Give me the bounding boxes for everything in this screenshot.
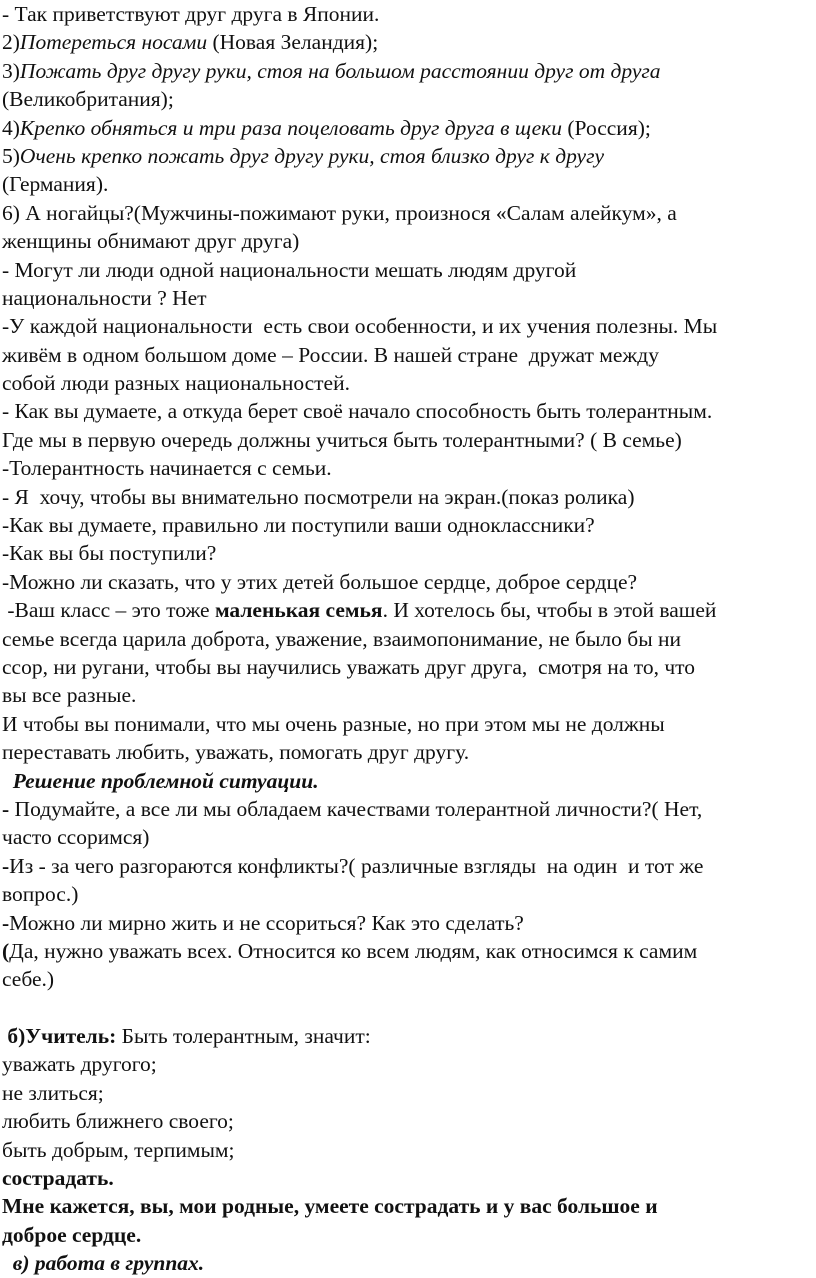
text-run: национальности ? Нет <box>2 285 207 310</box>
text-line <box>2 823 814 851</box>
text-run: любить ближнего своего; <box>2 1109 234 1134</box>
text-line <box>2 341 814 369</box>
text-run: женщины обнимают друг друга) <box>2 229 300 254</box>
text-line <box>2 454 814 482</box>
text-line <box>2 426 814 454</box>
text-run: доброе сердце. <box>2 1222 142 1247</box>
text-line <box>2 1022 814 1050</box>
text-run: -У каждой национальности есть свои особенности, и их учения полезны. Мы <box>2 314 718 339</box>
text-run: - Я хочу, чтобы вы внимательно посмотрели на экран.(показ ролика) <box>2 484 635 509</box>
text-line <box>2 312 814 340</box>
text-line <box>2 57 814 85</box>
text-run: -Ваш класс – это тоже <box>2 598 215 623</box>
text-line <box>2 767 814 795</box>
text-line <box>2 625 814 653</box>
text-run: маленькая семья <box>214 598 383 623</box>
text-run: Да, нужно уважать всех. Относится ко всем людям, как относимся к самим <box>9 938 698 963</box>
text-run: И чтобы вы понимали, что мы очень разные, но при этом мы не должны <box>2 711 665 736</box>
text-run: 2) <box>2 30 20 55</box>
text-run: - <box>2 796 10 821</box>
text-line <box>2 1050 814 1078</box>
text-run: -Можно ли сказать, что у этих детей большое сердце, доброе сердце? <box>2 569 638 594</box>
text-run: - <box>2 853 10 878</box>
text-line <box>2 681 814 709</box>
text-line <box>2 1107 814 1135</box>
text-run: Крепко обняться и три раза поцеловать друг друга в щеки <box>19 115 562 140</box>
text-run: в) работа в группах. <box>2 1251 205 1276</box>
text-line <box>2 170 814 198</box>
text-run: сострадать. <box>2 1166 114 1191</box>
text-run: Решение проблемной ситуации. <box>2 768 319 793</box>
text-run: Мне кажется, вы, мои родные, умеете сострадать и у вас большое и <box>2 1194 658 1219</box>
text-line <box>2 596 814 624</box>
text-run: -Как вы думаете, правильно ли поступили ваши одноклассники? <box>2 513 595 538</box>
text-run: семье всегда царила доброта, уважение, взаимопонимание, не было бы ни <box>2 626 682 651</box>
text-line <box>2 738 814 766</box>
text-run: Быть толерантным, значит: <box>116 1024 371 1049</box>
text-line <box>2 199 814 227</box>
text-line <box>2 397 814 425</box>
text-run: (Новая Зеландия); <box>207 30 379 55</box>
text-line <box>2 256 814 284</box>
text-line <box>2 568 814 596</box>
text-run: Очень крепко пожать друг другу руки, стоя близко друг к другу <box>19 143 605 168</box>
text-line <box>2 369 814 397</box>
text-line <box>2 653 814 681</box>
text-line <box>2 1221 814 1249</box>
text-line <box>2 1249 814 1277</box>
text-run: -Толерантность начинается с семьи. <box>2 456 332 481</box>
text-line <box>2 710 814 738</box>
text-line <box>2 85 814 113</box>
text-run: 4) <box>2 115 20 140</box>
text-line <box>2 1079 814 1107</box>
text-line <box>2 483 814 511</box>
text-run: Потереться носами <box>19 30 208 55</box>
text-run: часто ссоримся) <box>2 825 150 850</box>
text-line <box>2 1164 814 1192</box>
text-run: Из - за чего разгораются конфликты?( различные взгляды на один и тот же <box>9 853 704 878</box>
text-line <box>2 937 814 965</box>
text-run: Где мы в первую очередь должны учиться быть толерантными? ( В семье) <box>2 427 682 452</box>
text-run: (Россия); <box>561 115 651 140</box>
text-line <box>2 539 814 567</box>
text-run: не злиться; <box>2 1080 104 1105</box>
text-line <box>2 0 814 28</box>
text-run: 3) <box>2 58 20 83</box>
text-run: - Как вы думаете, а откуда берет своё начало способность быть толерантным. <box>2 399 713 424</box>
text-line <box>2 1192 814 1220</box>
text-run: Пожать друг другу руки, стоя на большом расстоянии друг от друга <box>19 58 661 83</box>
text-line <box>2 880 814 908</box>
text-run: переставать любить, уважать, помогать друг другу. <box>2 740 470 765</box>
text-line <box>2 965 814 993</box>
text-run: себе.) <box>2 967 55 992</box>
text-run: (Германия). <box>2 172 109 197</box>
text-run: Подумайте, а все ли мы обладаем качествами толерантной личности?( Нет, <box>9 796 703 821</box>
text-run: - Так приветствуют друг друга в Японии. <box>2 2 380 26</box>
text-run: вы все разные. <box>2 683 137 708</box>
text-run: вопрос.) <box>2 882 79 907</box>
text-line <box>2 142 814 170</box>
text-run: уважать другого; <box>2 1052 157 1077</box>
text-run: . И хотелось бы, чтобы в этой вашей <box>382 598 717 623</box>
text-line <box>2 227 814 255</box>
text-run: 6) А ногайцы?(Мужчины-пожимают руки, произнося «Салам алейкум», а <box>2 200 677 225</box>
text-line <box>2 852 814 880</box>
document-page <box>2 0 814 1278</box>
text-line <box>2 28 814 56</box>
text-line <box>2 795 814 823</box>
text-line <box>2 1136 814 1164</box>
text-line <box>2 284 814 312</box>
text-line <box>2 114 814 142</box>
text-run: -Как вы бы поступили? <box>2 541 217 566</box>
text-run: живём в одном большом доме – России. В нашей стране дружат между <box>2 342 659 367</box>
text-run: ссор, ни ругани, чтобы вы научились уважать друг друга, смотря на то, что <box>2 654 696 679</box>
text-run: собой люди разных национальностей. <box>2 371 350 396</box>
text-run: (Великобритания); <box>2 87 174 112</box>
text-line <box>2 994 814 1022</box>
text-run: 5) <box>2 143 20 168</box>
text-run: ( <box>2 938 10 963</box>
text-line <box>2 511 814 539</box>
text-line <box>2 909 814 937</box>
text-run: - <box>2 910 10 935</box>
text-run: Можно ли мирно жить и не ссориться? Как это сделать? <box>9 910 524 935</box>
text-run: быть добрым, терпимым; <box>2 1137 235 1162</box>
text-run: б)Учитель: <box>2 1024 117 1049</box>
text-run: - Могут ли люди одной национальности мешать людям другой <box>2 257 577 282</box>
